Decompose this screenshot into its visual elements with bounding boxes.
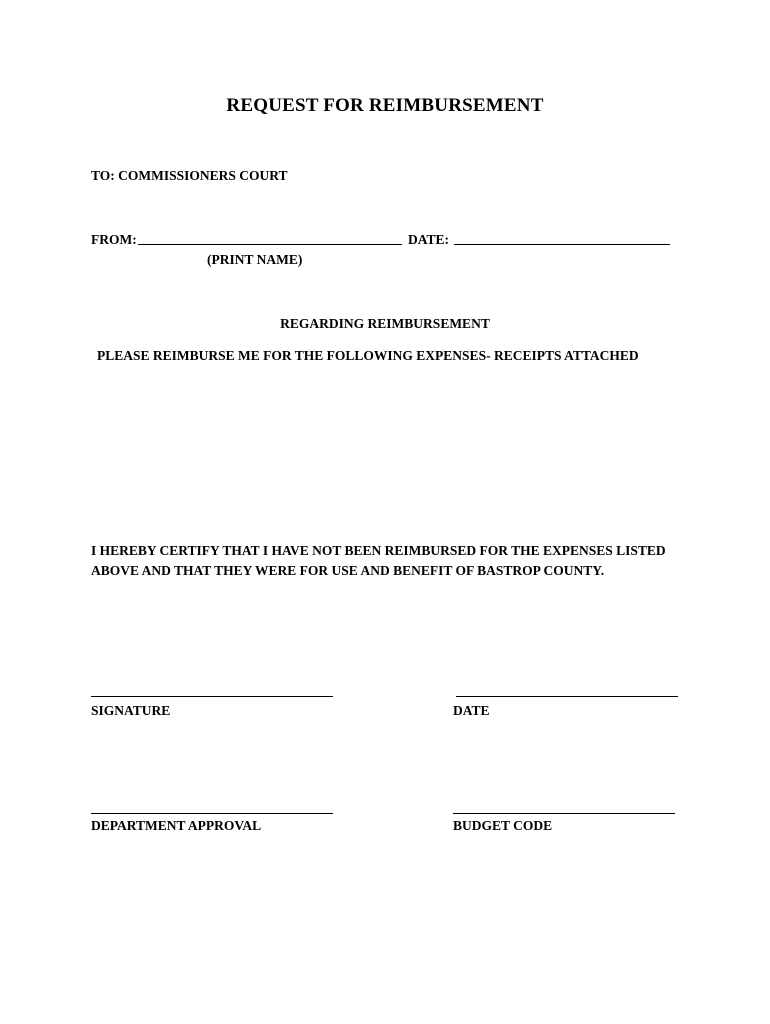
budget-code-label: BUDGET CODE — [453, 818, 553, 833]
date-field[interactable] — [454, 244, 670, 245]
from-name-field[interactable] — [138, 244, 402, 245]
signature-date-label: DATE — [453, 703, 490, 718]
to-line: TO: COMMISSIONERS COURT — [91, 168, 288, 183]
budget-code-field[interactable] — [453, 813, 675, 814]
department-approval-field[interactable] — [91, 813, 333, 814]
signature-field[interactable] — [91, 696, 333, 697]
from-label: FROM: — [91, 232, 137, 247]
signature-date-field[interactable] — [456, 696, 678, 697]
signature-label: SIGNATURE — [91, 703, 171, 718]
regarding-heading: REGARDING REIMBURSEMENT — [280, 316, 490, 331]
date-label: DATE: — [408, 232, 450, 247]
certification-statement: I HEREBY CERTIFY THAT I HAVE NOT BEEN REIMBURSED FOR THE EXPENSES LISTED ABOVE AND THAT THEY WERE FOR USE AND BENEFIT OF BASTROP COUNTY. — [91, 543, 666, 578]
department-approval-label: DEPARTMENT APPROVAL — [91, 818, 262, 833]
print-name-note: (PRINT NAME) — [207, 252, 303, 267]
instructions-text: PLEASE REIMBURSE ME FOR THE FOLLOWING EXPENSES- RECEIPTS ATTACHED — [97, 348, 639, 363]
form-title: REQUEST FOR REIMBURSEMENT — [226, 95, 544, 116]
expenses-area[interactable] — [91, 375, 681, 525]
